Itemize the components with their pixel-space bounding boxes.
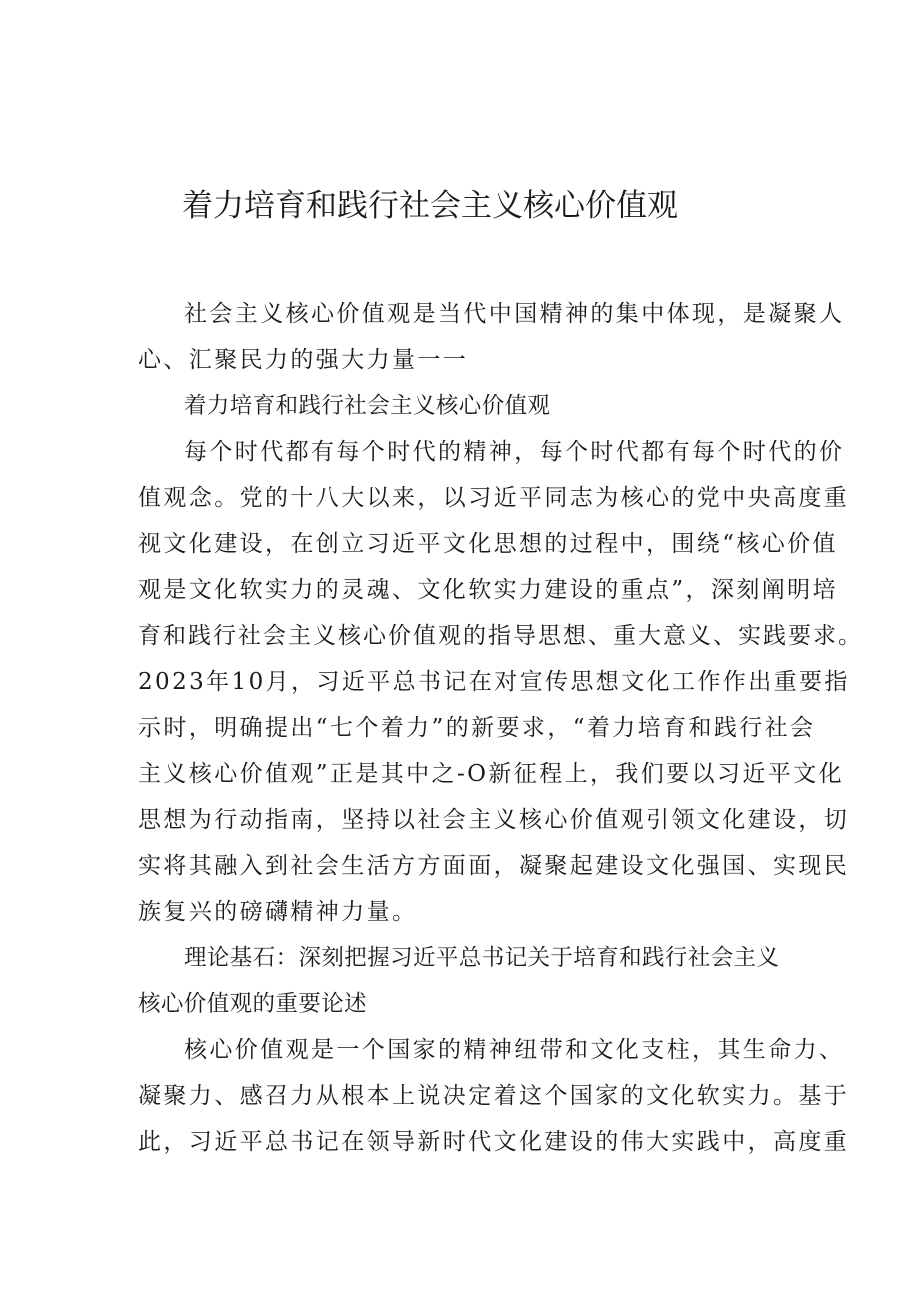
section-heading: 理论基石：深刻把握习近平总书记关于培育和践行社会主义	[184, 945, 780, 971]
body-line: 族复兴的磅礴精神力量。	[138, 899, 418, 925]
body-line: 视文化建设，在创立习近平文化思想的过程中，围绕“核心价值	[138, 531, 838, 557]
section-heading: 核心价值观的重要论述	[138, 991, 368, 1017]
body-line: 每个时代都有每个时代的精神，每个时代都有每个时代的价	[184, 439, 845, 465]
section-heading: 着力培育和践行社会主义核心价值观	[184, 393, 551, 419]
body-line: 实将其融入到社会生活方方面面，凝聚起建设文化强国、实现民	[138, 853, 850, 879]
body-line: 社会主义核心价值观是当代中国精神的集中体现，是凝聚人	[184, 301, 845, 327]
body-line: 凝聚力、感召力从根本上说决定着这个国家的文化软实力。基于	[138, 1083, 850, 1109]
body-line: 主义核心价值观”正是其中之-O新征程上，我们要以习近平文化	[138, 761, 844, 787]
body-line: 育和践行社会主义核心价值观的指导思想、重大意义、实践要求。	[138, 623, 863, 649]
body-line: 心、汇聚民力的强大力量一一	[138, 347, 469, 373]
body-line: 核心价值观是一个国家的精神纽带和文化支柱，其生命力、	[184, 1037, 845, 1063]
body-line: 思想为行动指南，坚持以社会主义核心价值观引领文化建设，切	[138, 807, 850, 833]
body-line: 此，习近平总书记在领导新时代文化建设的伟大实践中，高度重	[138, 1129, 850, 1155]
body-line: 示时，明确提出“七个着力”的新要求，“着力培育和践行社会	[138, 715, 816, 741]
body-line: 2023年10月，习近平总书记在对宣传思想文化工作作出重要指	[138, 669, 850, 695]
body-line: 观是文化软实力的灵魂、文化软实力建设的重点”，深刻阐明培	[138, 577, 838, 603]
body-line: 值观念。党的十八大以来，以习近平同志为核心的党中央高度重	[138, 485, 850, 511]
document-title: 着力培育和践行社会主义核心价值观	[182, 188, 678, 224]
